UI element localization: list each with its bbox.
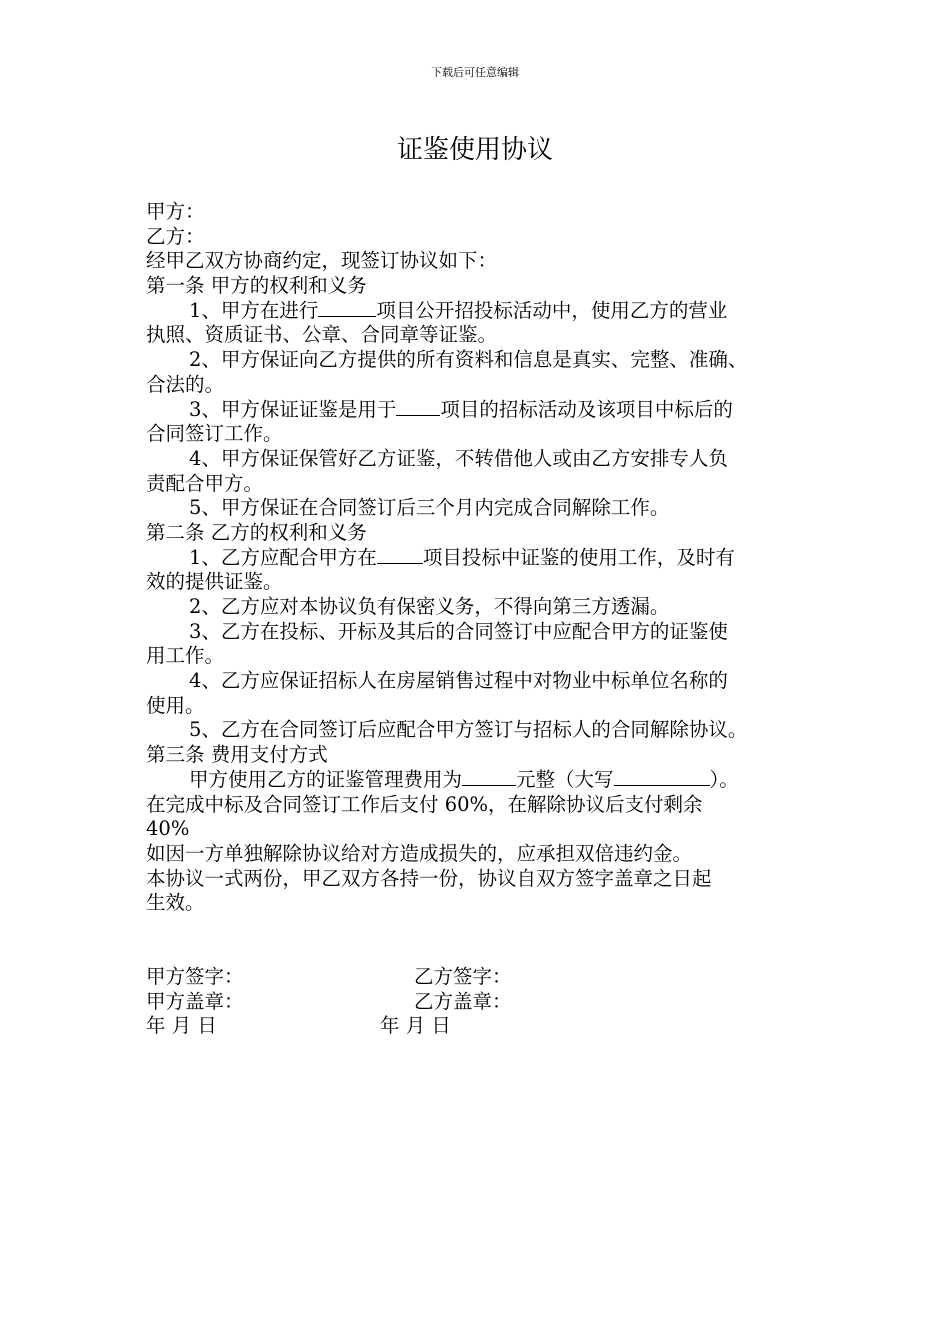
article-1-item-2-cont: 合法的。	[146, 372, 225, 396]
party-b-line: 乙方：	[146, 224, 205, 248]
party-b-signature: 乙方签字：	[414, 964, 512, 988]
article-2-item-3-cont: 用工作。	[146, 644, 225, 668]
article-2-item-5: 5、乙方在合同签订后应配合甲方签订与招标人的合同解除协议。	[189, 718, 748, 742]
article-1-item-1	[146, 299, 836, 324]
fee-text-c: ）。	[709, 767, 739, 791]
document-title: 证鉴使用协议	[396, 135, 553, 165]
article-1-item-4-cont: 责配合甲方。	[146, 471, 264, 495]
article-1-item-1-text-b: 项目公开招投标活动中，使用乙方的营业	[376, 298, 728, 322]
fee-line	[146, 768, 836, 793]
article-1-item-3-text-b: 项目的招标活动及该项目中标后的	[440, 397, 733, 421]
fee-capital-blank	[614, 768, 710, 786]
article-2-item-1-cont: 效的提供证鉴。	[146, 570, 283, 594]
fee-text-a: 甲方使用乙方的证鉴管理费用为	[189, 767, 463, 791]
penalty-clause: 如因一方单独解除协议给对方造成损失的，应承担双倍违约金。	[146, 841, 693, 865]
project-name-blank	[396, 398, 440, 416]
article-2-item-3: 3、乙方在投标、开标及其后的合同签订中应配合甲方的证鉴使	[189, 619, 728, 643]
article-2-item-4: 4、乙方应保证招标人在房屋销售过程中对物业中标单位名称的	[189, 669, 728, 693]
article-1-item-3	[146, 398, 836, 423]
fee-line-2: 在完成中标及合同签订工作后支付 60%，在解除协议后支付剩余	[146, 792, 703, 816]
article-2-heading: 第二条 乙方的权利和义务	[146, 520, 367, 544]
copies-clause: 本协议一式两份，甲乙双方各持一份，协议自双方签字盖章之日起	[146, 866, 712, 890]
header-note: 下载后可任意编辑	[431, 66, 519, 79]
date-row	[146, 1014, 836, 1039]
article-1-item-2: 2、甲方保证向乙方提供的所有资料和信息是真实、完整、准确、	[189, 348, 748, 372]
article-1-item-3-cont: 合同签订工作。	[146, 422, 283, 446]
party-b-seal: 乙方盖章：	[414, 989, 512, 1013]
article-1-heading: 第一条 甲方的权利和义务	[146, 274, 367, 298]
article-2-item-4-cont: 使用。	[146, 693, 205, 717]
article-2-item-2: 2、乙方应对本协议负有保密义务，不得向第三方透漏。	[189, 595, 670, 618]
preamble: 经甲乙双方协商约定，现签订协议如下：	[146, 249, 498, 273]
party-a-seal: 甲方盖章：	[146, 989, 244, 1013]
copies-clause-cont: 生效。	[146, 891, 205, 915]
article-3-heading: 第三条 费用支付方式	[146, 743, 328, 767]
article-2-item-1	[146, 546, 836, 571]
agreement-body	[146, 200, 836, 1039]
party-a-signature: 甲方签字：	[146, 964, 244, 988]
project-name-blank	[318, 299, 376, 317]
article-1-item-4: 4、甲方保证保管好乙方证鉴，不转借他人或由乙方安排专人负	[189, 446, 728, 470]
signature-spacer	[146, 916, 836, 965]
article-2-item-1-text-a: 1、乙方应配合甲方在	[189, 545, 377, 569]
fee-text-b: 元整（大写	[516, 767, 614, 791]
fee-line-3: 40%	[146, 817, 190, 841]
article-1-item-1-text-a: 1、甲方在进行	[189, 298, 319, 322]
article-2-item-1-text-b: 项目投标中证鉴的使用工作，及时有	[422, 545, 735, 569]
article-1-item-1-cont: 执照、资质证书、公章、合同章等证鉴。	[146, 323, 498, 347]
fee-amount-blank	[462, 768, 516, 786]
seal-row	[146, 990, 836, 1015]
article-1-item-5: 5、甲方保证在合同签订后三个月内完成合同解除工作。	[189, 496, 670, 520]
project-name-blank	[377, 546, 423, 564]
party-b-date: 年 月 日	[380, 1014, 451, 1038]
party-a-date: 年 月 日	[146, 1014, 217, 1038]
article-1-item-3-text-a: 3、甲方保证证鉴是用于	[189, 397, 397, 421]
party-a-line: 甲方：	[146, 200, 205, 223]
signature-row	[146, 965, 836, 990]
